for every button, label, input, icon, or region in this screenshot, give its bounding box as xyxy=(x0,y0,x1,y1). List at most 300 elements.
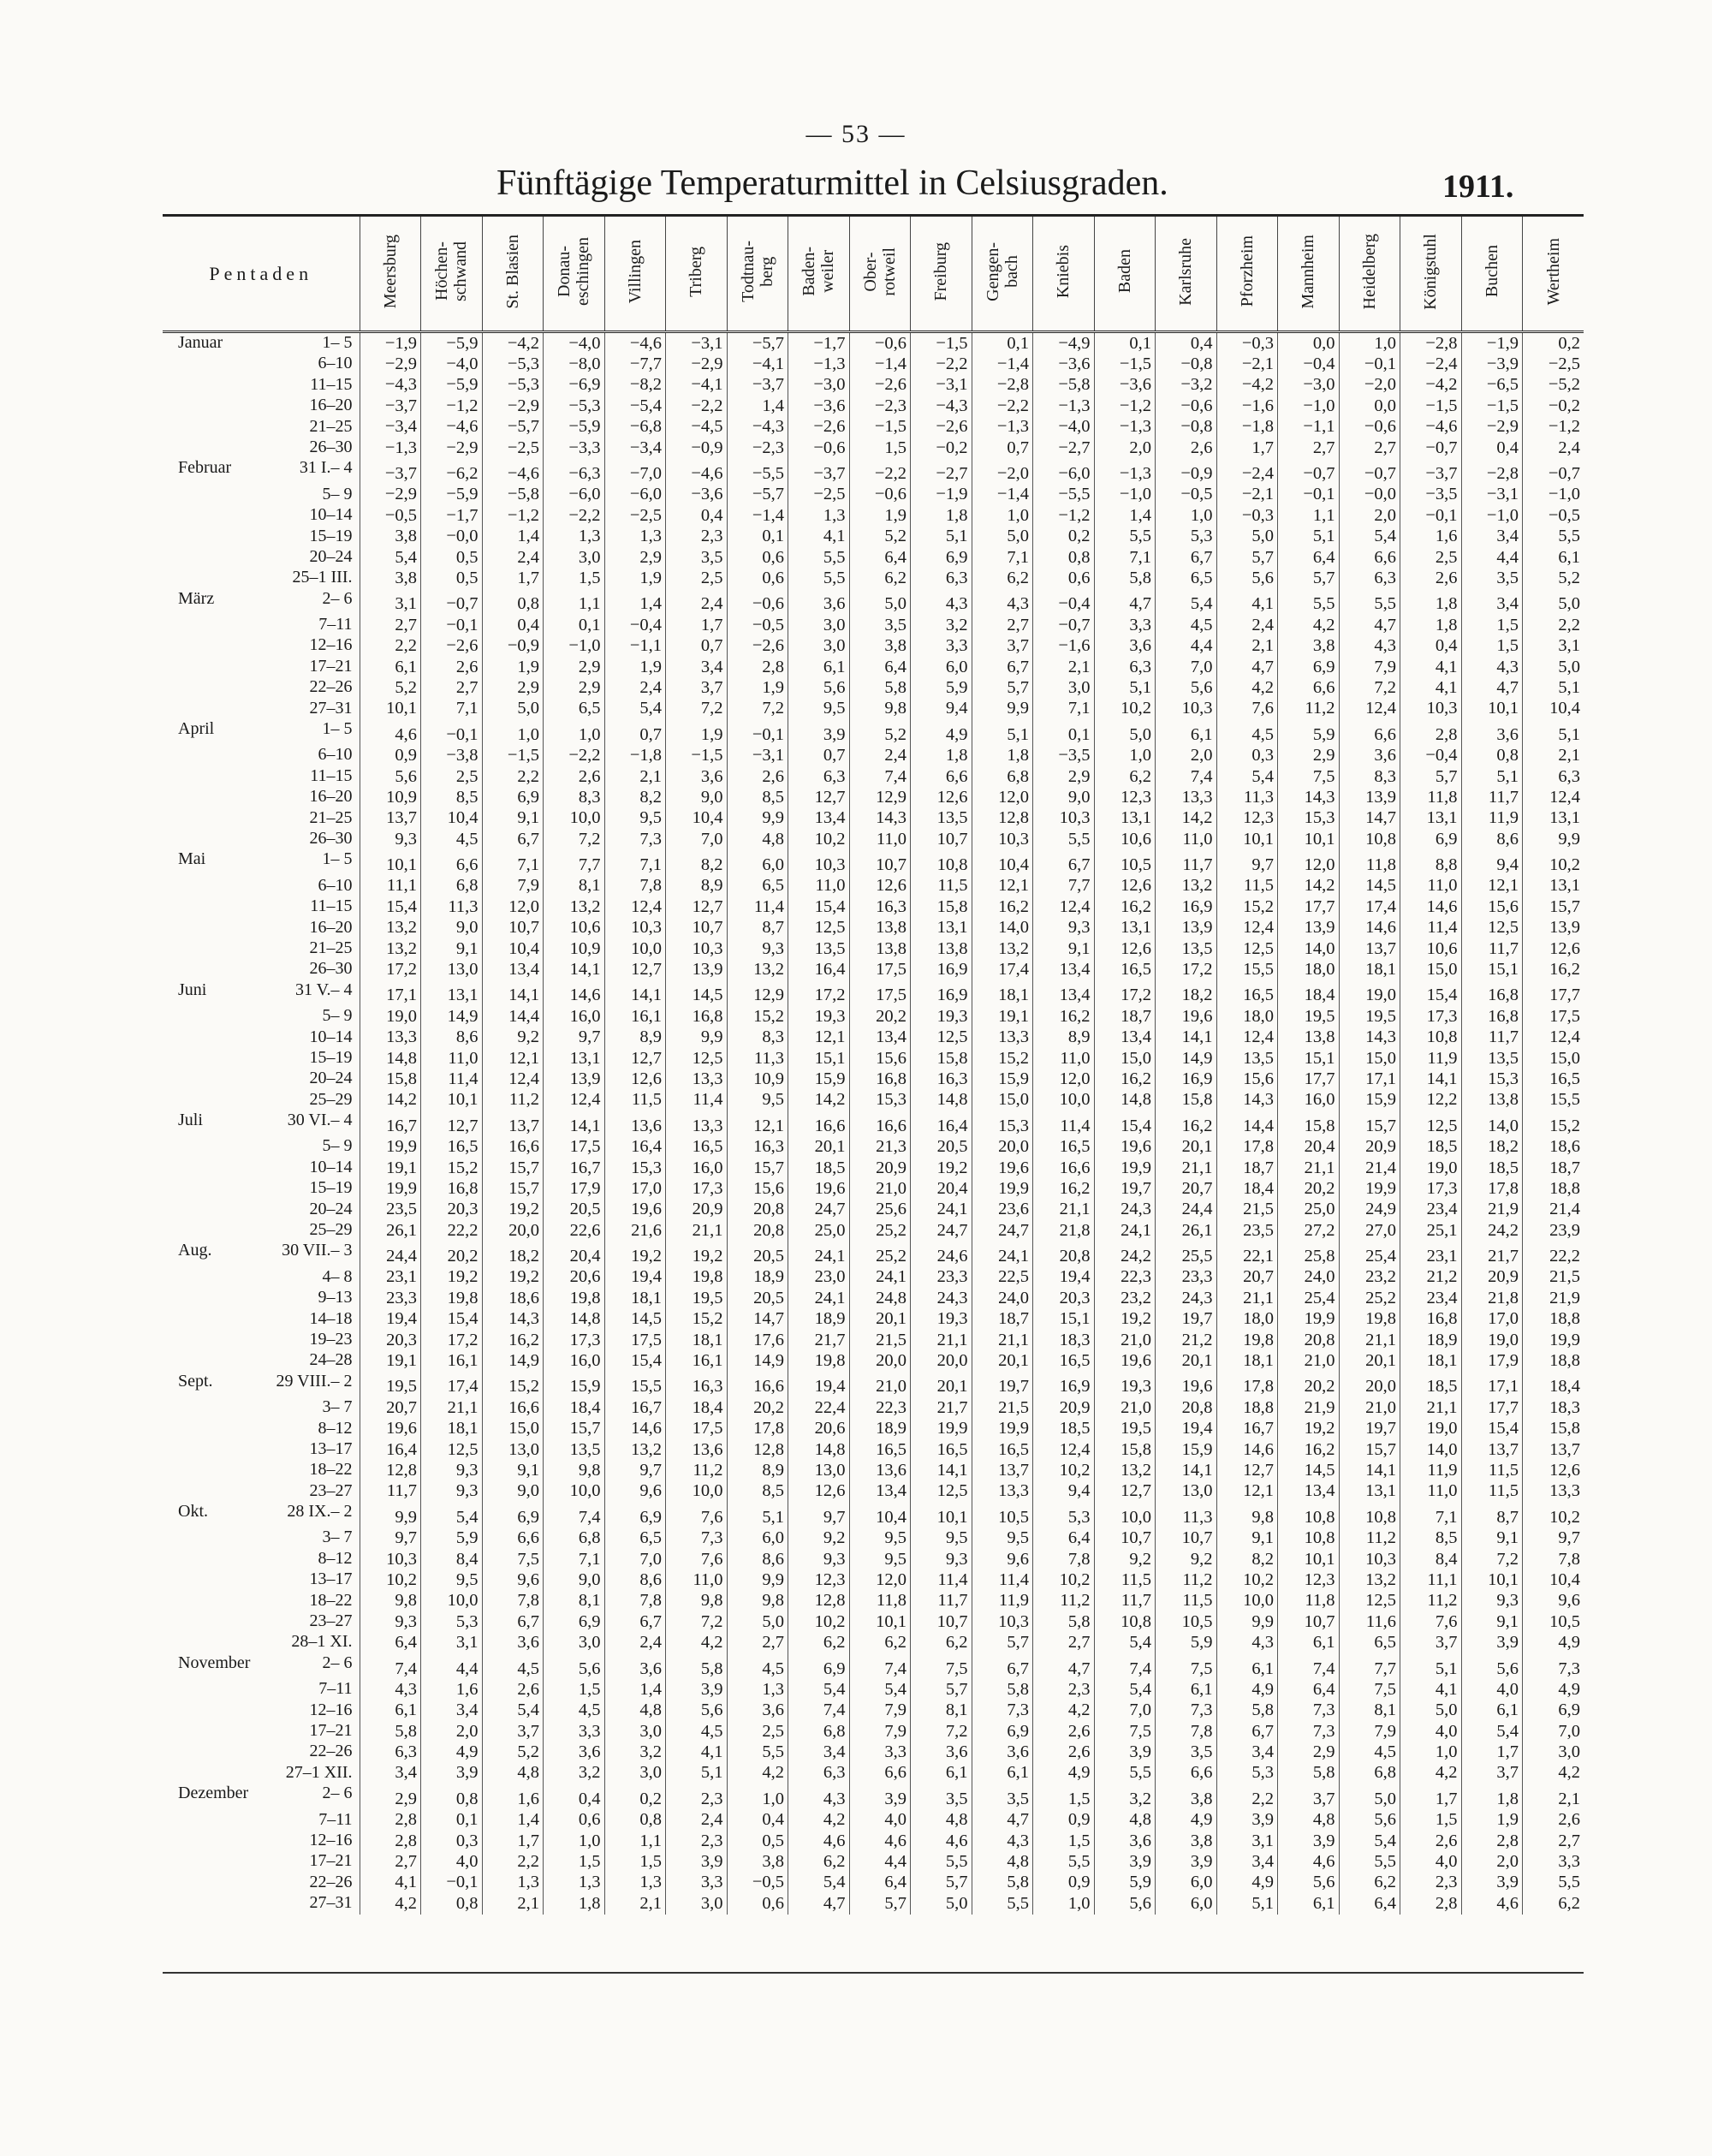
pentade-range: 18–22 xyxy=(309,1460,353,1480)
temperature-cell: 15,1 xyxy=(788,1048,850,1069)
temperature-cell: 18,1 xyxy=(421,1419,483,1439)
temperature-cell: 5,4 xyxy=(482,1700,544,1721)
temperature-cell: 1,8 xyxy=(972,745,1033,765)
temperature-cell: −3,4 xyxy=(604,438,666,458)
pentade-range: 12–16 xyxy=(309,635,353,655)
temperature-cell: 24,1 xyxy=(911,1200,972,1220)
temperature-cell: 4,8 xyxy=(604,1700,666,1721)
table-row xyxy=(163,1241,1584,1266)
temperature-cell: 12,3 xyxy=(788,1569,850,1590)
pentade-range: 26–30 xyxy=(309,959,353,979)
temperature-cell: 3,4 xyxy=(360,1763,421,1784)
temperature-cell: 20,2 xyxy=(421,1241,483,1266)
temperature-cell: 3,6 xyxy=(972,1742,1033,1762)
temperature-cell: 17,5 xyxy=(544,1136,605,1157)
temperature-cell: −2,2 xyxy=(849,458,911,484)
temperature-cell: 4,6 xyxy=(911,1831,972,1851)
temperature-cell: −7,7 xyxy=(604,354,666,374)
temperature-cell: −4,0 xyxy=(544,332,605,354)
temperature-cell: 10,6 xyxy=(544,918,605,938)
station-name: St. Blasien xyxy=(502,234,522,309)
temperature-cell: 6,4 xyxy=(849,547,911,568)
table-row xyxy=(163,1831,1584,1851)
temperature-cell: 2,7 xyxy=(1033,1632,1095,1653)
temperature-cell: 4,5 xyxy=(666,1721,728,1742)
temperature-cell: 21,0 xyxy=(849,1178,911,1199)
temperature-cell: 15,2 xyxy=(482,1372,544,1397)
temperature-cell: −2,4 xyxy=(1216,458,1278,484)
pentade-range: 1– 5 xyxy=(322,849,353,869)
station-name: Donau- eschingen xyxy=(555,237,593,306)
temperature-cell: 19,6 xyxy=(1094,1350,1156,1371)
temperature-cell: −0,1 xyxy=(1278,485,1340,505)
pentade-range: 10–14 xyxy=(309,505,353,525)
temperature-cell: 9,6 xyxy=(482,1569,544,1590)
temperature-cell: 11,7 xyxy=(360,1481,421,1502)
temperature-cell: 4,9 xyxy=(1216,1873,1278,1893)
temperature-cell: 5,5 xyxy=(1339,589,1400,615)
temperature-cell: 6,3 xyxy=(788,1763,850,1784)
temperature-cell: 19,2 xyxy=(482,1200,544,1220)
temperature-cell: 13,2 xyxy=(604,1439,666,1460)
temperature-cell: −5,9 xyxy=(544,417,605,438)
temperature-cell: −4,6 xyxy=(482,458,544,484)
temperature-cell: 0,6 xyxy=(544,1810,605,1831)
temperature-cell: 3,7 xyxy=(1400,1632,1462,1653)
temperature-cell: 1,8 xyxy=(911,745,972,765)
temperature-cell: −0,4 xyxy=(604,615,666,635)
temperature-cell: −3,9 xyxy=(1461,354,1523,374)
temperature-cell: 3,0 xyxy=(788,635,850,656)
temperature-cell: 1,4 xyxy=(482,527,544,547)
month-name: April xyxy=(178,719,215,739)
temperature-cell: 3,3 xyxy=(544,1721,605,1742)
temperature-cell: 18,1 xyxy=(666,1330,728,1350)
temperature-cell: 12,4 xyxy=(604,896,666,917)
temperature-cell: 5,4 xyxy=(421,1502,483,1528)
temperature-cell: 26,1 xyxy=(360,1220,421,1241)
temperature-cell: 8,3 xyxy=(1339,766,1400,787)
temperature-cell: 17,2 xyxy=(360,959,421,980)
temperature-cell: 1,8 xyxy=(1461,1784,1523,1809)
temperature-cell: 6,2 xyxy=(849,568,911,588)
temperature-cell: 18,6 xyxy=(482,1288,544,1308)
temperature-cell: 3,2 xyxy=(1094,1784,1156,1809)
temperature-cell: 20,8 xyxy=(1033,1241,1095,1266)
pentade-label-cell xyxy=(163,396,360,416)
temperature-cell: 18,9 xyxy=(788,1309,850,1330)
temperature-cell: 4,7 xyxy=(1461,677,1523,698)
temperature-cell: −3,1 xyxy=(727,745,788,765)
temperature-cell: 24,1 xyxy=(788,1288,850,1308)
temperature-cell: 19,6 xyxy=(1094,1136,1156,1157)
temperature-cell: −3,0 xyxy=(788,375,850,396)
temperature-cell: 6,1 xyxy=(360,1700,421,1721)
temperature-cell: 4,6 xyxy=(1278,1851,1340,1872)
temperature-cell: 15,4 xyxy=(360,896,421,917)
temperature-cell: 3,0 xyxy=(544,547,605,568)
temperature-cell: 2,6 xyxy=(1156,438,1217,458)
pentade-label-cell xyxy=(163,438,360,458)
temperature-cell: −0,5 xyxy=(1156,485,1217,505)
temperature-cell: 5,5 xyxy=(788,547,850,568)
temperature-cell: 5,5 xyxy=(1339,1851,1400,1872)
temperature-cell: 12,1 xyxy=(1461,876,1523,896)
temperature-cell: 7,1 xyxy=(604,849,666,875)
table-row xyxy=(163,332,1584,354)
temperature-cell: 20,3 xyxy=(360,1330,421,1350)
temperature-cell: 14,4 xyxy=(1216,1111,1278,1136)
pentade-range: 15–19 xyxy=(309,1178,353,1198)
temperature-cell: 0,4 xyxy=(727,1810,788,1831)
temperature-cell: 8,1 xyxy=(911,1700,972,1721)
temperature-cell: 1,6 xyxy=(482,1784,544,1809)
temperature-cell: 10,1 xyxy=(911,1502,972,1528)
temperature-cell: 5,0 xyxy=(1094,719,1156,745)
pentade-range: 25–29 xyxy=(309,1220,353,1240)
temperature-cell: −0,7 xyxy=(1400,438,1462,458)
temperature-cell: 8,2 xyxy=(666,849,728,875)
temperature-cell: 7,5 xyxy=(1156,1653,1217,1679)
pentade-range: 13–17 xyxy=(309,1438,353,1458)
pentade-label-cell xyxy=(163,959,360,980)
temperature-cell: 12,6 xyxy=(604,1069,666,1089)
temperature-cell: 16,3 xyxy=(849,896,911,917)
pentade-label-cell xyxy=(163,354,360,374)
temperature-cell: 3,4 xyxy=(1461,527,1523,547)
temperature-cell: 15,4 xyxy=(1461,1419,1523,1439)
temperature-cell: 2,8 xyxy=(1400,719,1462,745)
temperature-cell: 10,2 xyxy=(1523,1502,1584,1528)
temperature-cell: −0,7 xyxy=(1523,458,1584,484)
temperature-cell: 3,2 xyxy=(911,615,972,635)
temperature-cell: 9,5 xyxy=(421,1569,483,1590)
temperature-cell: 13,0 xyxy=(788,1460,850,1480)
temperature-cell: 12,5 xyxy=(911,1027,972,1048)
pentade-label-cell xyxy=(163,1027,360,1048)
temperature-cell: 16,5 xyxy=(972,1439,1033,1460)
temperature-cell: 2,1 xyxy=(1523,1784,1584,1809)
temperature-cell: 24,1 xyxy=(788,1241,850,1266)
temperature-cell: 20,1 xyxy=(788,1136,850,1157)
temperature-cell: 16,6 xyxy=(849,1111,911,1136)
temperature-cell: 10,7 xyxy=(911,829,972,849)
temperature-cell: −2,1 xyxy=(1216,485,1278,505)
table-row xyxy=(163,1006,1584,1027)
temperature-cell: 16,4 xyxy=(788,959,850,980)
table-row xyxy=(163,1611,1584,1632)
temperature-cell: 16,9 xyxy=(1033,1372,1095,1397)
temperature-cell: 12,4 xyxy=(482,1069,544,1089)
temperature-cell: 16,8 xyxy=(1461,980,1523,1006)
temperature-cell: 5,6 xyxy=(1278,1873,1340,1893)
station-name: Ober- rotweil xyxy=(860,247,899,296)
temperature-cell: 19,2 xyxy=(1094,1309,1156,1330)
temperature-cell: 2,4 xyxy=(1216,615,1278,635)
temperature-cell: 11,5 xyxy=(911,876,972,896)
temperature-cell: −5,4 xyxy=(604,396,666,416)
temperature-cell: 21,0 xyxy=(1094,1330,1156,1350)
month-name: Mai xyxy=(178,849,206,869)
temperature-cell: −1,3 xyxy=(972,417,1033,438)
temperature-cell: 6,9 xyxy=(1523,1700,1584,1721)
temperature-cell: 14,1 xyxy=(1400,1069,1462,1089)
temperature-cell: 9,1 xyxy=(482,1460,544,1480)
temperature-cell: 22,6 xyxy=(544,1220,605,1241)
temperature-cell: 17,2 xyxy=(788,980,850,1006)
temperature-cell: 12,9 xyxy=(727,980,788,1006)
temperature-cell: −0,4 xyxy=(1400,745,1462,765)
temperature-cell: 15,5 xyxy=(1523,1090,1584,1111)
temperature-cell: 12,1 xyxy=(788,1027,850,1048)
temperature-cell: 2,8 xyxy=(360,1831,421,1851)
pentade-label-cell xyxy=(163,1700,360,1721)
temperature-cell: 19,5 xyxy=(360,1372,421,1397)
temperature-cell: 7,1 xyxy=(972,547,1033,568)
temperature-cell: 4,3 xyxy=(972,1831,1033,1851)
temperature-cell: 24,1 xyxy=(1094,1220,1156,1241)
pentade-range: 4– 8 xyxy=(322,1266,353,1286)
temperature-cell: 4,1 xyxy=(1400,657,1462,677)
temperature-cell: −2,2 xyxy=(972,396,1033,416)
temperature-cell: 5,1 xyxy=(1523,719,1584,745)
temperature-cell: 1,5 xyxy=(1033,1784,1095,1809)
temperature-cell: 13,5 xyxy=(1461,1048,1523,1069)
temperature-cell: 25,0 xyxy=(1278,1200,1340,1220)
temperature-cell: 1,4 xyxy=(1094,505,1156,526)
temperature-cell: 4,3 xyxy=(911,589,972,615)
temperature-cell: 14,3 xyxy=(1216,1090,1278,1111)
temperature-cell: 21,3 xyxy=(849,1136,911,1157)
pentade-range: 5– 9 xyxy=(322,484,353,503)
temperature-cell: 23,3 xyxy=(360,1288,421,1308)
temperature-cell: 10,4 xyxy=(1523,699,1584,719)
temperature-cell: 7,2 xyxy=(727,699,788,719)
temperature-cell: 10,8 xyxy=(1339,829,1400,849)
temperature-cell: 10,2 xyxy=(1094,699,1156,719)
temperature-cell: 20,6 xyxy=(544,1267,605,1288)
pentade-range: 7–11 xyxy=(318,1809,353,1829)
temperature-cell: 6,4 xyxy=(1339,1893,1400,1914)
station-header xyxy=(604,217,666,332)
temperature-cell: 6,9 xyxy=(482,1502,544,1528)
temperature-cell: 13,7 xyxy=(972,1460,1033,1480)
temperature-cell: 19,3 xyxy=(788,1006,850,1027)
temperature-cell: 9,6 xyxy=(972,1549,1033,1569)
temperature-cell: 24,0 xyxy=(972,1288,1033,1308)
table-row xyxy=(163,375,1584,396)
temperature-cell: 12,8 xyxy=(972,808,1033,829)
month-name: Sept. xyxy=(178,1371,213,1391)
temperature-cell: 7,0 xyxy=(1094,1700,1156,1721)
temperature-cell: 13,0 xyxy=(1156,1481,1217,1502)
temperature-cell: −6,9 xyxy=(544,375,605,396)
temperature-cell: 3,8 xyxy=(727,1851,788,1872)
temperature-cell: −5,8 xyxy=(482,485,544,505)
temperature-cell: −4,6 xyxy=(666,458,728,484)
station-header xyxy=(666,217,728,332)
temperature-cell: 2,6 xyxy=(544,766,605,787)
temperature-cell: −4,1 xyxy=(666,375,728,396)
temperature-cell: −0,5 xyxy=(1523,505,1584,526)
temperature-cell: 5,5 xyxy=(1033,1851,1095,1872)
temperature-cell: 4,5 xyxy=(1216,719,1278,745)
temperature-cell: 7,3 xyxy=(604,829,666,849)
temperature-cell: 5,4 xyxy=(788,1679,850,1700)
temperature-cell: 14,0 xyxy=(972,918,1033,938)
temperature-cell: −2,5 xyxy=(1523,354,1584,374)
temperature-cell: −3,7 xyxy=(360,396,421,416)
temperature-cell: 21,8 xyxy=(1033,1220,1095,1241)
temperature-cell: 2,9 xyxy=(360,1784,421,1809)
temperature-cell: 0,9 xyxy=(1033,1873,1095,1893)
temperature-cell: 6,7 xyxy=(972,657,1033,677)
pentade-range: 11–15 xyxy=(310,896,353,916)
temperature-cell: 3,6 xyxy=(911,1742,972,1762)
temperature-cell: 19,0 xyxy=(1400,1419,1462,1439)
temperature-cell: 7,4 xyxy=(544,1502,605,1528)
temperature-cell: 8,4 xyxy=(421,1549,483,1569)
temperature-cell: 0,4 xyxy=(1400,635,1462,656)
temperature-cell: 5,7 xyxy=(1216,547,1278,568)
temperature-cell: 25,5 xyxy=(1156,1241,1217,1266)
temperature-cell: 0,4 xyxy=(666,505,728,526)
temperature-cell: 12,0 xyxy=(1033,1069,1095,1089)
pentade-range: 16–20 xyxy=(309,396,353,415)
pentade-range: 11–15 xyxy=(310,374,353,394)
temperature-cell: 3,6 xyxy=(666,766,728,787)
temperature-cell: −0,3 xyxy=(1216,332,1278,354)
temperature-cell: 23,6 xyxy=(972,1200,1033,1220)
pentade-label-cell xyxy=(163,375,360,396)
temperature-cell: 6,6 xyxy=(421,849,483,875)
table-row xyxy=(163,458,1584,484)
temperature-cell: 5,9 xyxy=(911,677,972,698)
temperature-cell: 9,6 xyxy=(604,1481,666,1502)
temperature-cell: 16,0 xyxy=(666,1158,728,1178)
temperature-cell: −3,5 xyxy=(1033,745,1095,765)
temperature-cell: 6,3 xyxy=(788,766,850,787)
temperature-cell: −0,5 xyxy=(727,1873,788,1893)
temperature-cell: 15,4 xyxy=(604,1350,666,1371)
temperature-cell: 1,0 xyxy=(1094,745,1156,765)
temperature-cell: 0,2 xyxy=(1033,527,1095,547)
temperature-cell: 0,1 xyxy=(727,527,788,547)
temperature-cell: 17,1 xyxy=(360,980,421,1006)
temperature-cell: 2,9 xyxy=(604,547,666,568)
temperature-cell: 8,2 xyxy=(1216,1549,1278,1569)
temperature-cell: 9,3 xyxy=(360,1611,421,1632)
temperature-cell: 3,9 xyxy=(421,1763,483,1784)
temperature-cell: 4,1 xyxy=(666,1742,728,1762)
temperature-cell: 1,0 xyxy=(544,719,605,745)
temperature-cell: 5,5 xyxy=(1523,527,1584,547)
temperature-cell: 13,1 xyxy=(1094,918,1156,938)
temperature-cell: 2,8 xyxy=(1400,1893,1462,1914)
temperature-cell: 17,3 xyxy=(1400,1006,1462,1027)
table-row xyxy=(163,677,1584,698)
temperature-cell: −1,4 xyxy=(972,354,1033,374)
temperature-cell: −6,3 xyxy=(544,458,605,484)
temperature-cell: 6,1 xyxy=(1278,1632,1340,1653)
temperature-cell: 2,4 xyxy=(849,745,911,765)
temperature-cell: 6,4 xyxy=(1278,547,1340,568)
temperature-cell: −1,8 xyxy=(604,745,666,765)
pentade-label-cell xyxy=(163,505,360,526)
temperature-cell: 16,3 xyxy=(727,1136,788,1157)
temperature-cell: 4,9 xyxy=(1156,1810,1217,1831)
station-header xyxy=(1339,217,1400,332)
temperature-cell: 5,4 xyxy=(360,547,421,568)
temperature-cell: 3,9 xyxy=(1216,1810,1278,1831)
temperature-cell: 5,0 xyxy=(1400,1700,1462,1721)
temperature-cell: 10,1 xyxy=(421,1090,483,1111)
temperature-cell: 4,3 xyxy=(1461,657,1523,677)
station-name: Heidelberg xyxy=(1359,233,1379,310)
temperature-cell: −0,8 xyxy=(1156,417,1217,438)
pentade-label-cell xyxy=(163,1653,360,1679)
pentade-range: 10–14 xyxy=(309,1027,353,1046)
table-row xyxy=(163,808,1584,829)
temperature-cell: 5,1 xyxy=(1216,1893,1278,1914)
temperature-cell: 5,0 xyxy=(1523,589,1584,615)
temperature-cell: 11,9 xyxy=(972,1591,1033,1611)
temperature-cell: 15,4 xyxy=(1094,1111,1156,1136)
temperature-cell: 0,7 xyxy=(788,745,850,765)
temperature-cell: 18,7 xyxy=(1094,1006,1156,1027)
temperature-cell: 0,6 xyxy=(727,1893,788,1914)
temperature-cell: 25,6 xyxy=(849,1200,911,1220)
pentade-label-cell xyxy=(163,1006,360,1027)
temperature-cell: 13,3 xyxy=(1523,1481,1584,1502)
temperature-cell: 3,5 xyxy=(849,615,911,635)
pentade-label-cell xyxy=(163,849,360,875)
temperature-cell: 0,1 xyxy=(544,615,605,635)
temperature-cell: 13,2 xyxy=(360,918,421,938)
temperature-cell: 12,1 xyxy=(1216,1481,1278,1502)
temperature-cell: 0,2 xyxy=(1523,332,1584,354)
temperature-cell: 11,2 xyxy=(1339,1528,1400,1548)
temperature-cell: 5,1 xyxy=(1461,766,1523,787)
temperature-cell: 17,3 xyxy=(666,1178,728,1199)
temperature-cell: 1,0 xyxy=(1033,1893,1095,1914)
temperature-cell: 5,7 xyxy=(1278,568,1340,588)
temperature-cell: 11,3 xyxy=(727,1048,788,1069)
temperature-cell: 24,2 xyxy=(1094,1241,1156,1266)
temperature-cell: 19,9 xyxy=(972,1178,1033,1199)
station-header xyxy=(1094,217,1156,332)
temperature-cell: 0,0 xyxy=(1339,396,1400,416)
pentade-label-cell xyxy=(163,1158,360,1178)
temperature-cell: 4,8 xyxy=(911,1810,972,1831)
temperature-cell: 19,9 xyxy=(972,1419,1033,1439)
temperature-cell: 13,4 xyxy=(1094,1027,1156,1048)
temperature-cell: 16,5 xyxy=(421,1136,483,1157)
temperature-cell: 4,3 xyxy=(360,1679,421,1700)
temperature-cell: 4,6 xyxy=(849,1831,911,1851)
temperature-cell: 4,0 xyxy=(1400,1851,1462,1872)
table-row xyxy=(163,1419,1584,1439)
temperature-cell: 14,2 xyxy=(788,1090,850,1111)
temperature-cell: −0,1 xyxy=(1339,354,1400,374)
temperature-cell: 20,1 xyxy=(1156,1350,1217,1371)
temperature-cell: 6,3 xyxy=(1094,657,1156,677)
month-name: Juli xyxy=(178,1111,203,1130)
temperature-cell: −0,1 xyxy=(421,615,483,635)
temperature-cell: 5,3 xyxy=(1156,527,1217,547)
temperature-cell: −1,3 xyxy=(1094,417,1156,438)
temperature-cell: 14,5 xyxy=(1339,876,1400,896)
